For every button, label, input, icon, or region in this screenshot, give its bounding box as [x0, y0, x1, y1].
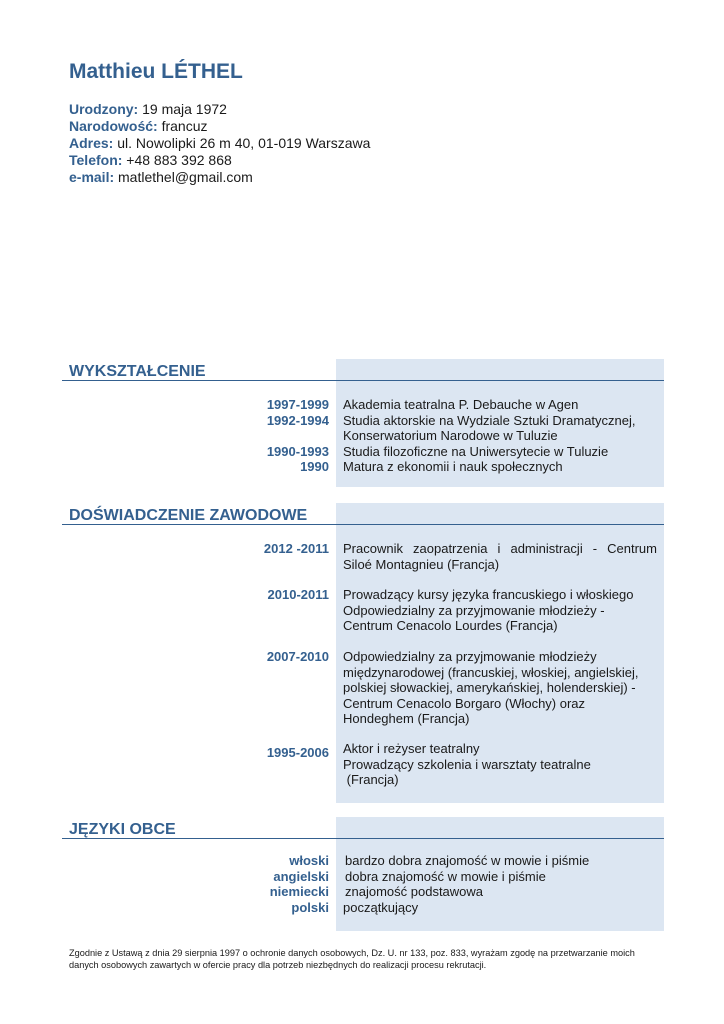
languages-header-bar: [336, 817, 664, 839]
experience-section: [62, 503, 664, 803]
experience-line: Siloé Montagnieu (Francja): [343, 556, 500, 572]
experience-line: Centrum Cenacolo Borgaro (Włochy) oraz: [343, 695, 586, 711]
experience-date: 1995-2006: [266, 745, 329, 760]
education-desc: [343, 413, 657, 444]
address-value: ul. Nowolipki 26 m 40, 01-019 Warszawa: [113, 135, 371, 151]
birth-row: [69, 101, 370, 118]
address-label: Adres:: [69, 135, 114, 151]
education-desc: [343, 444, 657, 460]
experience-line: Odpowiedzialny za przyjmowanie młodzieży -: [343, 602, 605, 618]
experience-date: 2007-2010: [266, 649, 329, 664]
nationality-value: francuz: [157, 118, 208, 134]
experience-line: (Francja): [343, 772, 399, 787]
language-level: początkujący: [343, 899, 419, 915]
experience-line: Aktor i reżyser teatralny: [343, 741, 480, 756]
experience-desc: [343, 587, 657, 634]
education-line: Konserwatorium Narodowe w Tuluzie: [343, 428, 558, 443]
experience-date: 2012 -2011: [263, 541, 329, 556]
education-date: 1992-1994: [266, 412, 329, 428]
education-line: Studia aktorskie na Wydziale Sztuki Dramatycznej,: [343, 412, 636, 428]
phone-row: [69, 152, 370, 169]
experience-line: Prowadzący szkolenia i warsztaty teatralne: [343, 756, 591, 772]
experience-line: międzynarodowej (francuskiej, włoskiej, angielskiej,: [343, 664, 639, 680]
experience-desc: [343, 541, 657, 572]
experience-desc: [343, 649, 657, 727]
phone-label: Telefon:: [69, 152, 123, 168]
experience-line: Centrum Cenacolo Lourdes (Francja): [343, 618, 558, 633]
languages-body: [62, 839, 664, 931]
education-date: 1990: [300, 459, 329, 474]
education-header: [62, 359, 664, 381]
education-line: Akademia teatralna P. Debauche w Agen: [343, 397, 579, 412]
education-header-bar: [336, 359, 664, 381]
language-level: dobra znajomość w mowie i piśmie: [345, 868, 546, 884]
education-date: 1997-1999: [266, 397, 329, 412]
data-consent-clause: Zgodnie z Ustawą z dnia 29 sierpnia 1997 o ochronie danych osobowych, Dz. U. nr 133, poz. 833, wyrażam zgodę na przetwarzanie moich danych osobowych zawartych w ofercie pracy dla potrzeb niezbędnych do realizacji procesu rekrutacji.: [69, 948, 635, 970]
experience-body: [62, 525, 664, 803]
education-date: 1990-1993: [266, 443, 329, 459]
languages-header: [62, 817, 664, 839]
experience-line: Pracownik zaopatrzenia i administracji - Centrum: [343, 541, 657, 556]
experience-header: [62, 503, 664, 525]
language-level: znajomość podstawowa: [345, 884, 484, 899]
education-desc: [343, 397, 657, 413]
experience-header-bar: [336, 503, 664, 525]
education-title: WYKSZTAŁCENIE: [69, 363, 206, 380]
experience-desc: [343, 741, 657, 788]
nationality-row: [69, 118, 370, 135]
phone-value: +48 883 392 868: [122, 152, 232, 168]
language-name: niemiecki: [269, 884, 329, 899]
candidate-name: Matthieu LÉTHEL: [69, 60, 243, 83]
experience-line: Prowadzący kursy języka francuskiego i włoskiego: [343, 587, 634, 602]
language-name: polski: [291, 899, 329, 915]
language-name: angielski: [273, 868, 329, 884]
education-line: Matura z ekonomii i nauk społecznych: [343, 459, 563, 474]
education-body: [62, 381, 664, 487]
address-row: [69, 135, 370, 152]
education-desc: [343, 459, 657, 475]
experience-line: Odpowiedzialny za przyjmowanie młodzieży: [343, 649, 597, 664]
experience-date: 2010-2011: [267, 587, 329, 602]
language-level: bardzo dobra znajomość w mowie i piśmie: [345, 853, 590, 868]
education-line: Studia filozoficzne na Uniwersytecie w Tuluzie: [343, 443, 609, 459]
languages-section: [62, 817, 664, 931]
language-name: włoski: [289, 853, 329, 868]
experience-line: polskiej słowackiej, amerykańskiej, holenderskiej) -: [343, 680, 636, 695]
experience-line: Hondeghem (Francja): [343, 711, 470, 726]
education-section: [62, 359, 664, 487]
birth-value: 19 maja 1972: [138, 101, 227, 117]
experience-title: DOŚWIADCZENIE ZAWODOWE: [69, 507, 308, 524]
personal-info: [69, 101, 370, 186]
email-row: [69, 169, 370, 186]
email-label: e-mail:: [69, 169, 115, 185]
birth-label: Urodzony:: [69, 101, 139, 117]
languages-title: JĘZYKI OBCE: [69, 821, 176, 838]
email-value: matlethel@gmail.com: [114, 169, 253, 185]
nationality-label: Narodowość:: [69, 118, 158, 134]
